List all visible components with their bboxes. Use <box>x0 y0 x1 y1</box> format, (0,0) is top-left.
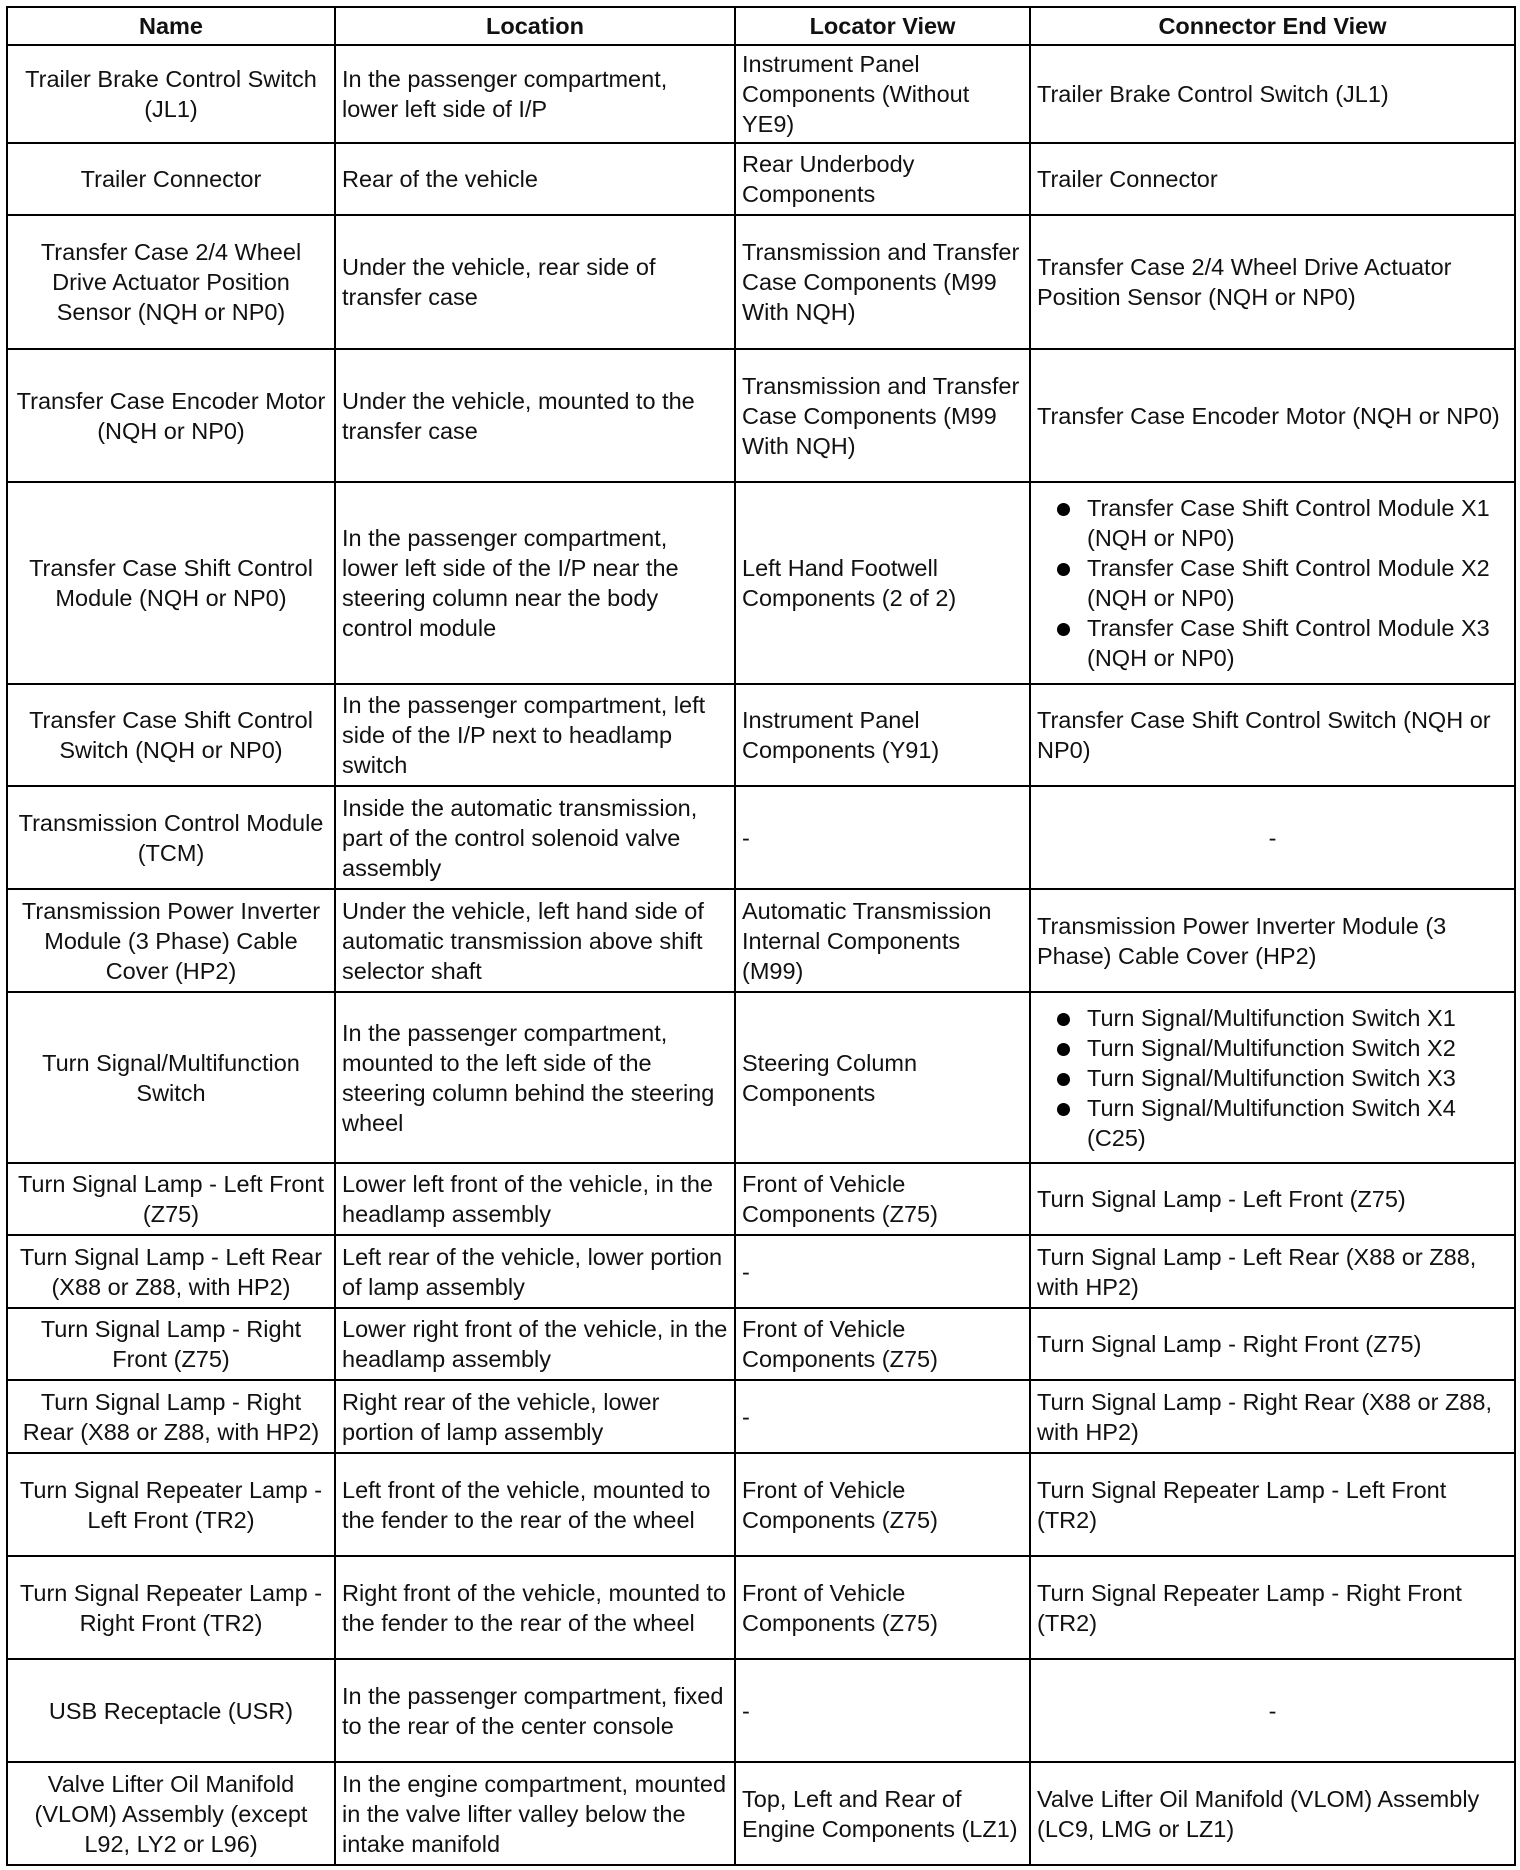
cell-name: Trailer Brake Control Switch (JL1) <box>7 45 335 143</box>
cell-location: Rear of the vehicle <box>335 143 735 215</box>
cell-locator-view: - <box>735 1235 1030 1308</box>
cell-connector-end-view: Turn Signal Lamp - Left Rear (X88 or Z88, with HP2) <box>1030 1235 1515 1308</box>
cell-name: Transfer Case Shift Control Switch (NQH or NP0) <box>7 684 335 786</box>
cell-connector-end-view: Turn Signal Repeater Lamp - Left Front (TR2) <box>1030 1453 1515 1556</box>
header-row <box>7 7 1515 45</box>
connector-list-item: Turn Signal/Multifunction Switch X2 <box>1037 1033 1508 1063</box>
cell-locator-view: Instrument Panel Components (Without YE9) <box>735 45 1030 143</box>
cell-location: Under the vehicle, rear side of transfer case <box>335 215 735 349</box>
table-row <box>7 1556 1515 1659</box>
cell-name: Transfer Case Encoder Motor (NQH or NP0) <box>7 349 335 482</box>
connector-list-item: Transfer Case Shift Control Module X2 (NQH or NP0) <box>1037 553 1508 613</box>
cell-locator-view: Transmission and Transfer Case Components (M99 With NQH) <box>735 215 1030 349</box>
cell-name: Trailer Connector <box>7 143 335 215</box>
cell-location: In the passenger compartment, fixed to the rear of the center console <box>335 1659 735 1762</box>
cell-locator-view: Front of Vehicle Components (Z75) <box>735 1163 1030 1235</box>
cell-location: Inside the automatic transmission, part of the control solenoid valve assembly <box>335 786 735 889</box>
table-row <box>7 1453 1515 1556</box>
connector-list <box>1037 493 1508 673</box>
table-row <box>7 143 1515 215</box>
table-row <box>7 1380 1515 1453</box>
cell-locator-view: Left Hand Footwell Components (2 of 2) <box>735 482 1030 684</box>
table-row <box>7 1308 1515 1380</box>
cell-name: Turn Signal Lamp - Right Rear (X88 or Z88, with HP2) <box>7 1380 335 1453</box>
cell-location: In the engine compartment, mounted in the valve lifter valley below the intake manifold <box>335 1762 735 1865</box>
cell-connector-end-view: Turn Signal Lamp - Right Rear (X88 or Z88, with HP2) <box>1030 1380 1515 1453</box>
cell-name: Transmission Control Module (TCM) <box>7 786 335 889</box>
cell-location: In the passenger compartment, lower left side of I/P <box>335 45 735 143</box>
table-row <box>7 349 1515 482</box>
table-row <box>7 992 1515 1163</box>
table-row <box>7 1235 1515 1308</box>
cell-locator-view: Steering Column Components <box>735 992 1030 1163</box>
cell-name: USB Receptacle (USR) <box>7 1659 335 1762</box>
table-row <box>7 215 1515 349</box>
cell-name: Turn Signal Repeater Lamp - Right Front (TR2) <box>7 1556 335 1659</box>
cell-locator-view: - <box>735 1659 1030 1762</box>
cell-connector-end-view: Turn Signal Repeater Lamp - Right Front (TR2) <box>1030 1556 1515 1659</box>
connector-list-item: Turn Signal/Multifunction Switch X1 <box>1037 1003 1508 1033</box>
cell-locator-view: Front of Vehicle Components (Z75) <box>735 1556 1030 1659</box>
cell-connector-end-view: Transmission Power Inverter Module (3 Phase) Cable Cover (HP2) <box>1030 889 1515 992</box>
cell-location: Left front of the vehicle, mounted to the fender to the rear of the wheel <box>335 1453 735 1556</box>
connector-list-item: Transfer Case Shift Control Module X3 (NQH or NP0) <box>1037 613 1508 673</box>
cell-location: In the passenger compartment, left side of the I/P next to headlamp switch <box>335 684 735 786</box>
cell-connector-end-view: Trailer Brake Control Switch (JL1) <box>1030 45 1515 143</box>
cell-location: Under the vehicle, left hand side of automatic transmission above shift selector shaft <box>335 889 735 992</box>
header-location: Location <box>335 7 735 45</box>
cell-name: Turn Signal Lamp - Right Front (Z75) <box>7 1308 335 1380</box>
table-row <box>7 1659 1515 1762</box>
cell-name: Turn Signal Lamp - Left Front (Z75) <box>7 1163 335 1235</box>
cell-name: Turn Signal Repeater Lamp - Left Front (TR2) <box>7 1453 335 1556</box>
cell-connector-end-view: - <box>1030 786 1515 889</box>
cell-connector-end-view: Transfer Case 2/4 Wheel Drive Actuator Position Sensor (NQH or NP0) <box>1030 215 1515 349</box>
table-row <box>7 1163 1515 1235</box>
cell-connector-end-view: Turn Signal Lamp - Right Front (Z75) <box>1030 1308 1515 1380</box>
cell-location: Right front of the vehicle, mounted to the fender to the rear of the wheel <box>335 1556 735 1659</box>
cell-location: Under the vehicle, mounted to the transfer case <box>335 349 735 482</box>
cell-location: Left rear of the vehicle, lower portion of lamp assembly <box>335 1235 735 1308</box>
component-locator-table <box>6 6 1516 1866</box>
table-row <box>7 684 1515 786</box>
cell-location: Lower right front of the vehicle, in the headlamp assembly <box>335 1308 735 1380</box>
header-locator-view: Locator View <box>735 7 1030 45</box>
cell-name: Valve Lifter Oil Manifold (VLOM) Assembly (except L92, LY2 or L96) <box>7 1762 335 1865</box>
connector-list-item: Transfer Case Shift Control Module X1 (NQH or NP0) <box>1037 493 1508 553</box>
cell-connector-end-view: Trailer Connector <box>1030 143 1515 215</box>
cell-name: Turn Signal/Multifunction Switch <box>7 992 335 1163</box>
header-name: Name <box>7 7 335 45</box>
cell-location: In the passenger compartment, mounted to the left side of the steering column behind the steering wheel <box>335 992 735 1163</box>
cell-connector-end-view <box>1030 992 1515 1163</box>
cell-name: Turn Signal Lamp - Left Rear (X88 or Z88, with HP2) <box>7 1235 335 1308</box>
cell-name: Transfer Case Shift Control Module (NQH or NP0) <box>7 482 335 684</box>
cell-locator-view: Front of Vehicle Components (Z75) <box>735 1453 1030 1556</box>
table-row <box>7 889 1515 992</box>
cell-locator-view: - <box>735 1380 1030 1453</box>
cell-location: Lower left front of the vehicle, in the headlamp assembly <box>335 1163 735 1235</box>
cell-locator-view: Front of Vehicle Components (Z75) <box>735 1308 1030 1380</box>
cell-connector-end-view: Turn Signal Lamp - Left Front (Z75) <box>1030 1163 1515 1235</box>
cell-location: In the passenger compartment, lower left side of the I/P near the steering column near the body control module <box>335 482 735 684</box>
connector-list-item: Turn Signal/Multifunction Switch X4 (C25) <box>1037 1093 1508 1153</box>
cell-name: Transfer Case 2/4 Wheel Drive Actuator Position Sensor (NQH or NP0) <box>7 215 335 349</box>
cell-connector-end-view <box>1030 482 1515 684</box>
connector-list-item: Turn Signal/Multifunction Switch X3 <box>1037 1063 1508 1093</box>
cell-name: Transmission Power Inverter Module (3 Phase) Cable Cover (HP2) <box>7 889 335 992</box>
cell-locator-view: Instrument Panel Components (Y91) <box>735 684 1030 786</box>
connector-list <box>1037 1003 1508 1153</box>
cell-locator-view: - <box>735 786 1030 889</box>
cell-locator-view: Transmission and Transfer Case Components (M99 With NQH) <box>735 349 1030 482</box>
table-row <box>7 45 1515 143</box>
header-connector-end-view: Connector End View <box>1030 7 1515 45</box>
cell-connector-end-view: Transfer Case Encoder Motor (NQH or NP0) <box>1030 349 1515 482</box>
cell-locator-view: Automatic Transmission Internal Components (M99) <box>735 889 1030 992</box>
cell-connector-end-view: Valve Lifter Oil Manifold (VLOM) Assembly (LC9, LMG or LZ1) <box>1030 1762 1515 1865</box>
cell-locator-view: Top, Left and Rear of Engine Components (LZ1) <box>735 1762 1030 1865</box>
table-row <box>7 482 1515 684</box>
table-row <box>7 786 1515 889</box>
cell-location: Right rear of the vehicle, lower portion of lamp assembly <box>335 1380 735 1453</box>
table-row <box>7 1762 1515 1865</box>
cell-connector-end-view: Transfer Case Shift Control Switch (NQH or NP0) <box>1030 684 1515 786</box>
cell-locator-view: Rear Underbody Components <box>735 143 1030 215</box>
cell-connector-end-view: - <box>1030 1659 1515 1762</box>
